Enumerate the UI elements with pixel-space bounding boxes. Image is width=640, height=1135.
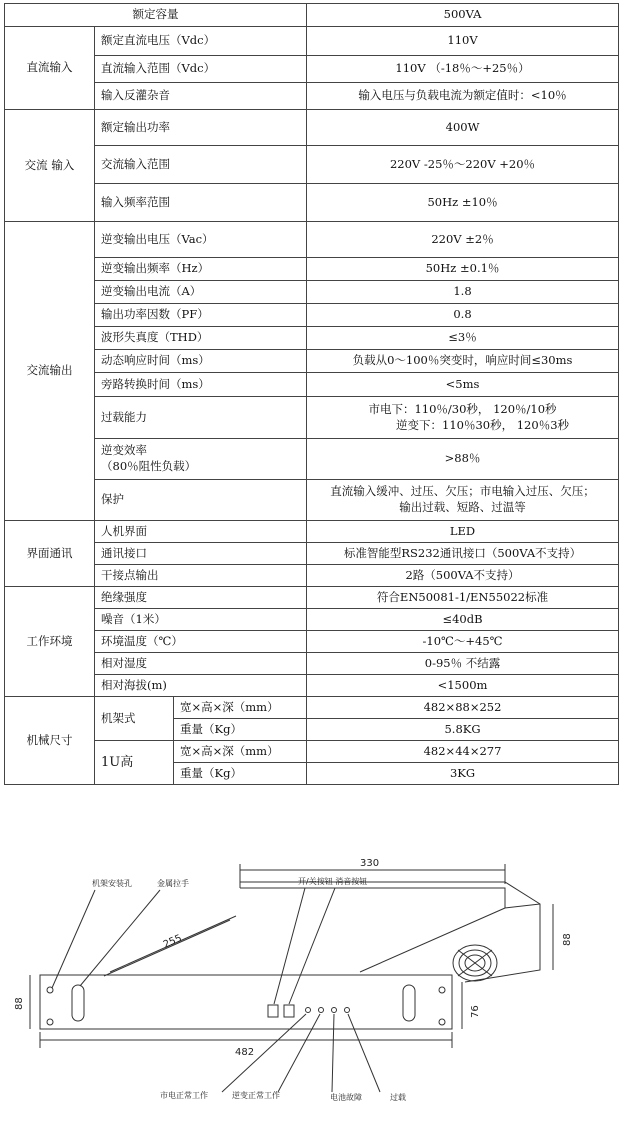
overload-line-inverter: 逆变下：110％30秒， 120％3秒	[396, 417, 570, 432]
leader-mute	[289, 888, 335, 1004]
row-value: 标准智能型RS232通讯接口（500VA不支持）	[307, 543, 619, 565]
row-label: 输出功率因数（PF）	[95, 304, 307, 327]
row-value: 482×44×277	[307, 741, 619, 763]
spec-table	[4, 3, 619, 785]
row-label: 绝缘强度	[95, 587, 307, 609]
table-row	[5, 741, 619, 763]
dim-height-left-label: 88	[14, 997, 25, 1010]
row-value: 符合EN50081-1/EN55022标准	[307, 587, 619, 609]
row-label: 逆变输出电流（A）	[95, 281, 307, 304]
efficiency-value: >88％	[307, 439, 619, 480]
row-label: 动态响应时间（ms）	[95, 350, 307, 373]
row-label: 波形失真度（THD）	[95, 327, 307, 350]
table-row	[5, 653, 619, 675]
row-value: 400W	[307, 110, 619, 146]
table-row	[5, 222, 619, 258]
efficiency-label-line1: 逆变效率	[101, 443, 147, 458]
row-value: LED	[307, 521, 619, 543]
table-row	[5, 184, 619, 222]
table-row	[5, 587, 619, 609]
table-row	[5, 439, 619, 480]
mains-led-icon	[306, 1008, 311, 1013]
dim-mid-label: 76	[470, 1005, 481, 1018]
category-ac-input: 交流 输入	[5, 110, 95, 222]
table-row	[5, 397, 619, 439]
row-value: ≤3％	[307, 327, 619, 350]
row-label: 宽×高×深（mm）	[174, 741, 307, 763]
table-row	[5, 56, 619, 83]
label-inverter-normal: 逆变正常工作	[232, 1091, 280, 1100]
chassis-drawing	[0, 800, 640, 1135]
table-row	[5, 521, 619, 543]
row-value: 1.8	[307, 281, 619, 304]
row-value: 0.8	[307, 304, 619, 327]
row-label: 环境温度（℃）	[95, 631, 307, 653]
row-value: 110V （-18％～+25％）	[307, 56, 619, 83]
row-label: 交流输入范围	[95, 146, 307, 184]
row-label: 宽×高×深（mm）	[174, 697, 307, 719]
battery-led-icon	[332, 1008, 337, 1013]
leader-handle	[80, 890, 160, 986]
row-label: 噪音（1米）	[95, 609, 307, 631]
table-row	[5, 146, 619, 184]
label-overload: 过载	[390, 1093, 406, 1102]
leader-overload	[348, 1014, 380, 1092]
efficiency-label-line2: （80％阻性负载）	[101, 459, 197, 473]
category-mechanical: 机械尺寸	[5, 697, 95, 785]
chassis-top-outline	[240, 882, 540, 982]
row-label: 重量（Kg）	[174, 763, 307, 785]
row-label: 旁路转换时间（ms）	[95, 373, 307, 397]
row-label: 输入反灌杂音	[95, 83, 307, 110]
row-value: <1500m	[307, 675, 619, 697]
row-value: ≤40dB	[307, 609, 619, 631]
label-mains-normal: 市电正常工作	[160, 1091, 208, 1100]
table-row	[5, 27, 619, 56]
table-row	[5, 110, 619, 146]
table-row	[5, 565, 619, 587]
overload-led-icon	[345, 1008, 350, 1013]
table-row	[5, 697, 619, 719]
mech-type-1u: 1U高	[95, 741, 174, 785]
row-label: 相对湿度	[95, 653, 307, 675]
row-label: 通讯接口	[95, 543, 307, 565]
category-environment: 工作环境	[5, 587, 95, 697]
overload-line-mains: 市电下：110％/30秒， 120％/10秒	[368, 401, 557, 416]
dim-height-right-label: 88	[562, 933, 573, 946]
row-label: 额定直流电压（Vdc）	[95, 27, 307, 56]
row-label: 相对海拔(m)	[95, 675, 307, 697]
label-switch-buttons: 开/关按钮 消音按钮	[298, 877, 368, 886]
table-row	[5, 327, 619, 350]
efficiency-label	[95, 439, 307, 480]
right-handle	[403, 985, 415, 1021]
table-row	[5, 543, 619, 565]
table-row	[5, 83, 619, 110]
protection-value	[307, 480, 619, 521]
leader-mount-hole	[52, 890, 95, 988]
row-value: 输入电压与负载电流为额定值时：<10％	[307, 83, 619, 110]
front-panel	[40, 975, 452, 1029]
row-label: 逆变输出频率（Hz）	[95, 258, 307, 281]
row-value: 220V ±2％	[307, 222, 619, 258]
row-value: 3KG	[307, 763, 619, 785]
row-value: 5.8KG	[307, 719, 619, 741]
row-label: 人机界面	[95, 521, 307, 543]
table-row	[5, 304, 619, 327]
row-label: 直流输入范围（Vdc）	[95, 56, 307, 83]
leader-battery	[332, 1014, 334, 1092]
chassis-side-edge	[360, 908, 505, 972]
dim-width-label: 482	[235, 1047, 255, 1058]
category-interface: 界面通讯	[5, 521, 95, 587]
category-dc-input: 直流输入	[5, 27, 95, 110]
table-row	[5, 281, 619, 304]
fan-icon	[453, 945, 497, 981]
row-value: 0-95％ 不结露	[307, 653, 619, 675]
row-label: 输入频率范围	[95, 184, 307, 222]
table-row	[5, 373, 619, 397]
protection-line2: 输出过载、短路、过温等	[399, 500, 526, 514]
dim-diagonal-label: 255	[161, 932, 184, 951]
label-battery-fault: 电池故障	[330, 1093, 362, 1102]
leader-inverter	[278, 1014, 320, 1092]
rated-capacity-label: 额定容量	[5, 4, 307, 27]
row-value: -10℃～+45℃	[307, 631, 619, 653]
power-button	[268, 1005, 278, 1017]
row-label: 干接点输出	[95, 565, 307, 587]
inverter-led-icon	[319, 1008, 324, 1013]
mute-button	[284, 1005, 294, 1017]
row-label: 额定输出功率	[95, 110, 307, 146]
mech-type-rack: 机架式	[95, 697, 174, 741]
category-ac-output: 交流输出	[5, 222, 95, 521]
label-mount-hole: 机架安装孔	[92, 879, 132, 888]
row-label: 重量（Kg）	[174, 719, 307, 741]
rated-capacity-value: 500VA	[307, 4, 619, 27]
row-value: <5ms	[307, 373, 619, 397]
left-handle	[72, 985, 84, 1021]
table-row	[5, 675, 619, 697]
table-row	[5, 4, 619, 27]
table-row	[5, 631, 619, 653]
overload-label: 过载能力	[95, 397, 307, 439]
leader-power	[274, 888, 305, 1004]
row-value: 50Hz ±0.1％	[307, 258, 619, 281]
row-value: 220V -25％～220V +20％	[307, 146, 619, 184]
table-row	[5, 609, 619, 631]
table-row	[5, 480, 619, 521]
row-value: 2路（500VA不支持）	[307, 565, 619, 587]
row-label: 逆变输出电压（Vac）	[95, 222, 307, 258]
label-metal-handle: 金属拉手	[157, 879, 189, 888]
protection-line1: 直流输入缓冲、过压、欠压；市电输入过压、欠压；	[330, 484, 595, 499]
table-row	[5, 350, 619, 373]
row-value: 482×88×252	[307, 697, 619, 719]
row-value: 负载从0～100％突变时，响应时间≤30ms	[307, 350, 619, 373]
chassis-top-inner	[240, 888, 505, 908]
dim-depth-label: 330	[360, 858, 380, 869]
row-value: 50Hz ±10％	[307, 184, 619, 222]
overload-value	[307, 397, 619, 439]
table-row	[5, 258, 619, 281]
row-value: 110V	[307, 27, 619, 56]
protection-label: 保护	[95, 480, 307, 521]
